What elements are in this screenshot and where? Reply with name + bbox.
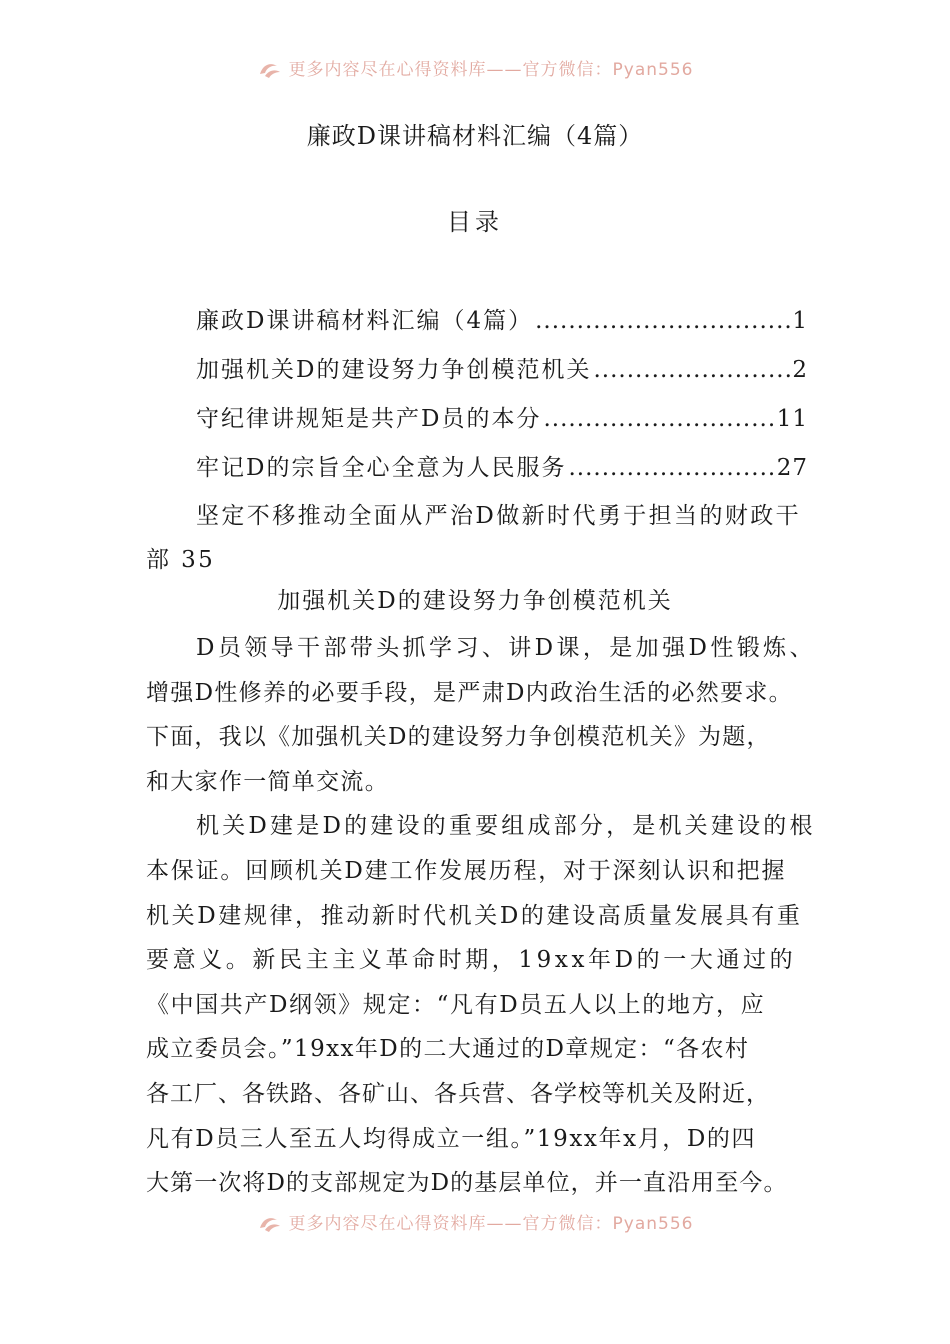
toc-entry-page: 27 (776, 455, 808, 481)
toc-entry[interactable] (196, 400, 808, 449)
text-line: 凡有D员三人至五人均得成立一组。”19xx年x月，D的四 (146, 1125, 757, 1152)
text-line: 大第一次将D的支部规定为D的基层单位，并一直沿用至今。 (146, 1170, 788, 1197)
toc-entry[interactable] (196, 351, 808, 400)
toc-leader-dots (593, 357, 790, 383)
text-line: 《中国共产D纲领》规定：“凡有D员五人以上的地方，应 (146, 991, 766, 1018)
table-of-contents (196, 302, 808, 498)
toc-entry-wrapped[interactable] (146, 494, 808, 582)
watermark-text: 更多内容尽在心得资料库——官方微信：Pyan556 (288, 60, 694, 80)
toc-entry-title: 守纪律讲规矩是共产D员的本分 (196, 406, 542, 432)
text-line: 机关D建是D的建设的重要组成部分，是机关建设的根 (196, 813, 816, 840)
watermark-footer (0, 1212, 950, 1236)
watermark-logo-icon (257, 1214, 283, 1234)
toc-entry[interactable] (196, 302, 808, 351)
watermark-header (0, 58, 950, 82)
toc-entry-line: 部 35 (146, 547, 216, 573)
toc-entry-title: 加强机关D的建设努力争创模范机关 (196, 357, 592, 383)
text-line: 下面，我以《加强机关D的建设努力争创模范机关》为题， (146, 724, 771, 751)
section-title: 加强机关D的建设努力争创模范机关 (277, 588, 673, 614)
toc-leader-dots (543, 406, 774, 432)
watermark-logo-icon (257, 60, 283, 80)
toc-entry-title: 牢记D的宗旨全心全意为人民服务 (196, 455, 567, 481)
text-line: 成立委员会。”19xx年D的二大通过的D章规定：“各农村 (146, 1036, 750, 1063)
text-line: 增强D性修养的必要手段，是严肃D内政治生活的必然要求。 (146, 679, 793, 706)
text-line: 本保证。回顾机关D建工作发展历程，对于深刻认识和把握 (146, 857, 787, 884)
toc-entry-page: 11 (776, 406, 808, 432)
toc-entry-title: 廉政D课讲稿材料汇编（4篇） (196, 308, 534, 334)
paragraph (146, 804, 816, 1205)
document-title: 廉政D课讲稿材料汇编（4篇） (306, 122, 644, 150)
text-line: 各工厂、各铁路、各矿山、各兵营、各学校等机关及附近， (146, 1080, 770, 1107)
paragraph (146, 626, 816, 804)
toc-heading: 目录 (447, 208, 503, 236)
toc-entry-page: 2 (792, 357, 808, 383)
toc-entry-page: 1 (792, 308, 808, 334)
text-line: D员领导干部带头抓学习、讲D课，是加强D性锻炼、 (196, 635, 816, 661)
toc-leader-dots (568, 455, 774, 481)
text-line: 机关D建规律，推动新时代机关D的建设高质量发展具有重 (146, 902, 803, 929)
body-text (146, 626, 816, 1206)
text-line: 要意义。新民主主义革命时期，19xx年D的一大通过的 (146, 947, 797, 974)
toc-entry-line: 坚定不移推动全面从严治D做新时代勇于担当的财政干 (196, 503, 802, 529)
watermark-text: 更多内容尽在心得资料库——官方微信：Pyan556 (288, 1214, 694, 1234)
toc-entry[interactable] (196, 449, 808, 498)
toc-leader-dots (535, 308, 790, 334)
text-line: 和大家作一简单交流。 (146, 768, 389, 795)
